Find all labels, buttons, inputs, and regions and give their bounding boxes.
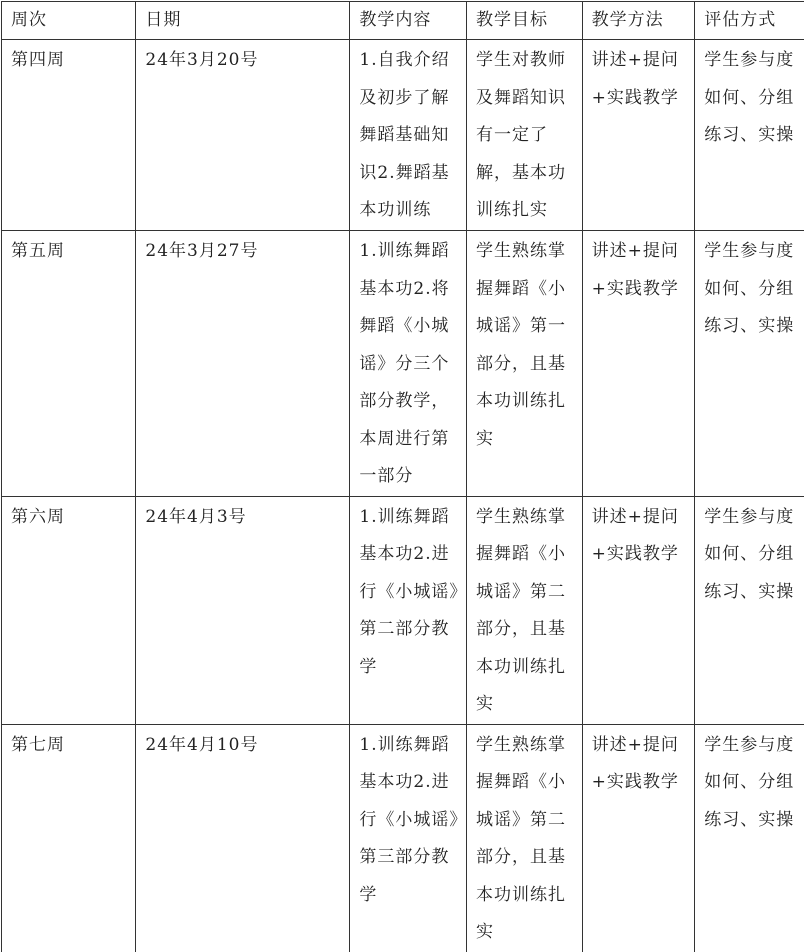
cell-week: 第七周 — [2, 724, 136, 952]
cell-assessment: 学生参与度如何、分组练习、实操 — [695, 40, 804, 231]
cell-method: 讲述+提问+实践教学 — [582, 231, 695, 497]
header-method: 教学方法 — [582, 2, 695, 40]
header-content: 教学内容 — [350, 2, 467, 40]
cell-assessment: 学生参与度如何、分组练习、实操 — [695, 724, 804, 952]
cell-date: 24年4月10号 — [136, 724, 350, 952]
table-row — [2, 496, 804, 724]
header-week: 周次 — [2, 2, 136, 40]
cell-assessment: 学生参与度如何、分组练习、实操 — [695, 231, 804, 497]
cell-method: 讲述+提问+实践教学 — [582, 496, 695, 724]
cell-content: 1.训练舞蹈基本功2.进行《小城谣》第三部分教学 — [350, 724, 467, 952]
cell-week: 第五周 — [2, 231, 136, 497]
cell-date: 24年4月3号 — [136, 496, 350, 724]
table-row — [2, 231, 804, 497]
cell-content: 1.训练舞蹈基本功2.将舞蹈《小城谣》分三个部分教学，本周进行第一部分 — [350, 231, 467, 497]
header-assessment: 评估方式 — [695, 2, 804, 40]
cell-goal: 学生熟练掌握舞蹈《小城谣》第一部分，且基本功训练扎实 — [467, 231, 583, 497]
teaching-schedule-table — [1, 1, 804, 952]
header-goal: 教学目标 — [467, 2, 583, 40]
cell-content: 1.自我介绍及初步了解舞蹈基础知识2.舞蹈基本功训练 — [350, 40, 467, 231]
table-row — [2, 40, 804, 231]
cell-date: 24年3月27号 — [136, 231, 350, 497]
cell-goal: 学生熟练掌握舞蹈《小城谣》第二部分，且基本功训练扎实 — [467, 724, 583, 952]
cell-week: 第六周 — [2, 496, 136, 724]
table-row — [2, 724, 804, 952]
table-header-row — [2, 2, 804, 40]
cell-method: 讲述+提问+实践教学 — [582, 724, 695, 952]
cell-week: 第四周 — [2, 40, 136, 231]
cell-goal: 学生对教师及舞蹈知识有一定了解，基本功训练扎实 — [467, 40, 583, 231]
cell-goal: 学生熟练掌握舞蹈《小城谣》第二部分，且基本功训练扎实 — [467, 496, 583, 724]
cell-method: 讲述+提问+实践教学 — [582, 40, 695, 231]
cell-content: 1.训练舞蹈基本功2.进行《小城谣》第二部分教学 — [350, 496, 467, 724]
cell-date: 24年3月20号 — [136, 40, 350, 231]
header-date: 日期 — [136, 2, 350, 40]
cell-assessment: 学生参与度如何、分组练习、实操 — [695, 496, 804, 724]
